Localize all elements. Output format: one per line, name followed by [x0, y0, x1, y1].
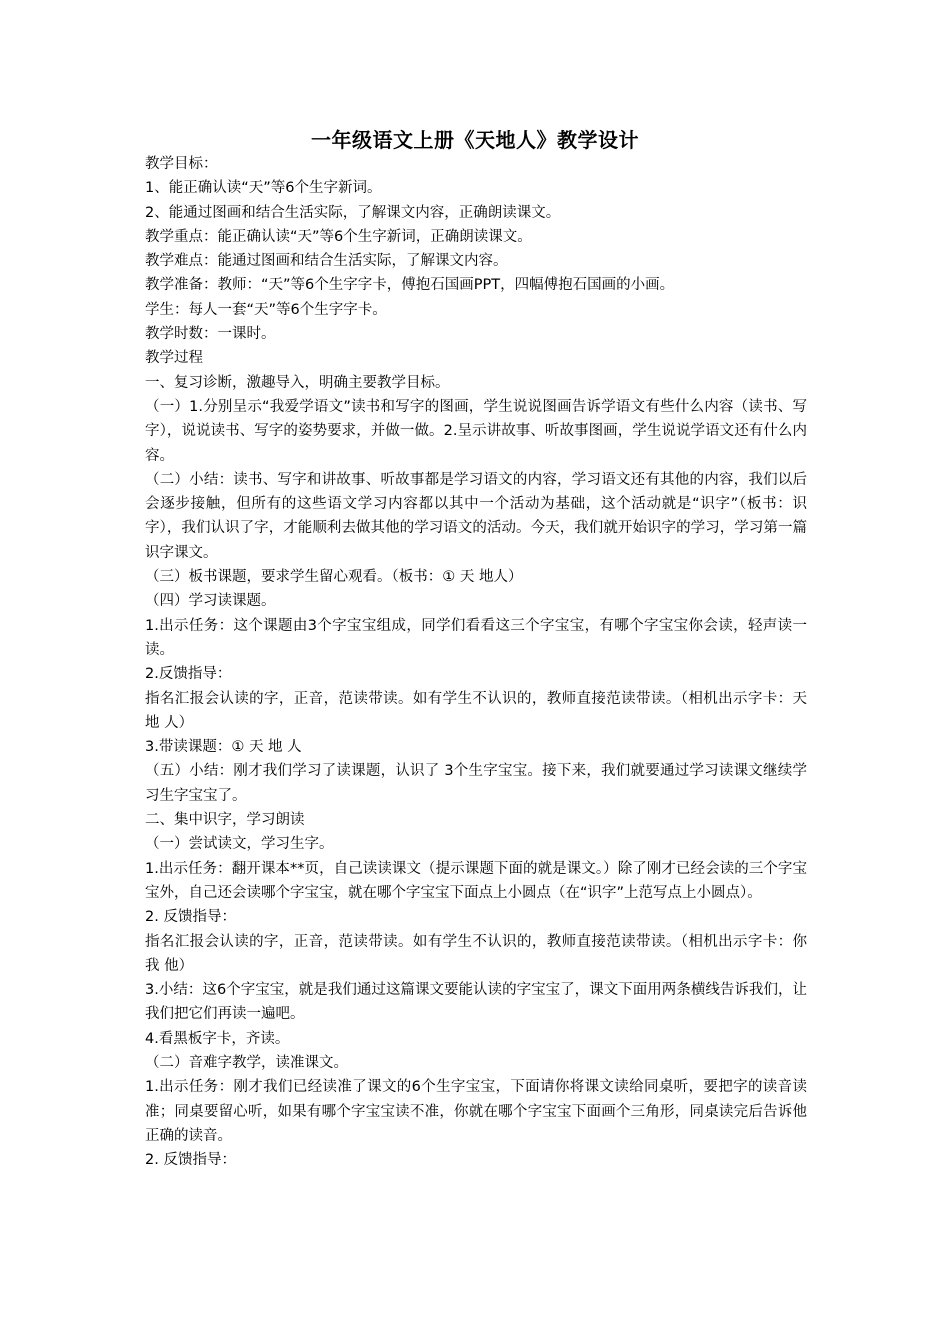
paragraph: 1.出示任务：翻开课本**页，自己读读课文（提示课题下面的就是课文。）除了刚才已经会读的三个字宝宝外，自己还会读哪个字宝宝，就在哪个字宝宝下面点上小圆点（在“识字”上范写点上小圆点）。 [145, 860, 807, 901]
paragraph: （三）板书课题，要求学生留心观看。（板书：① 天 地人） [145, 569, 523, 586]
document-title: 一年级语文上册《天地人》教学设计 [311, 128, 639, 152]
paragraph: 2、能通过图画和结合生活实际，了解课文内容，正确朗读课文。 [145, 204, 561, 221]
paragraph: 3.小结：这6个字宝宝，就是我们通过这篇课文要能认读的字宝宝了，课文下面用两条横线告诉我们，让我们把它们再读一遍吧。 [145, 982, 807, 1023]
paragraph: （二）音难字教学，读准课文。 [145, 1054, 348, 1071]
paragraph: 教学目标： [145, 156, 218, 172]
paragraph: （一）1.分别呈示“我爱学语文”读书和写字的图画，学生说说图画告诉学语文有些什么内容（读书、写字），说说读书、写字的姿势要求，并做一做。2.呈示讲故事、听故事图画，学生说说学语文还有什么内容。 [145, 398, 807, 464]
paragraph: 2. 反馈指导： [145, 1152, 236, 1169]
document-body [145, 152, 807, 1172]
paragraph: 教学难点：能通过图画和结合生活实际，了解课文内容。 [145, 253, 508, 270]
paragraph: 指名汇报会认读的字，正音，范读带读。如有学生不认识的，教师直接范读带读。（相机出示字卡：天 地 人） [145, 690, 807, 731]
paragraph: （四）学习读课题。 [145, 593, 276, 610]
paragraph: 学生：每人一套“天”等6个生字字卡。 [145, 301, 387, 318]
paragraph: 1、能正确认读“天”等6个生字新词。 [145, 180, 382, 197]
paragraph: 教学重点：能正确认读“天”等6个生字新词，正确朗读课文。 [145, 228, 532, 245]
paragraph: 3.带读课题：① 天 地 人 [145, 739, 302, 756]
paragraph: 二、集中识字，学习朗读 [145, 812, 305, 829]
paragraph: 教学过程 [145, 350, 203, 367]
paragraph: 指名汇报会认读的字，正音，范读带读。如有学生不认识的，教师直接范读带读。（相机出示字卡：你 我 他） [145, 933, 807, 974]
paragraph: （二）小结：读书、写字和讲故事、听故事都是学习语文的内容，学习语文还有其他的内容，我们以后会逐步接触，但所有的这些语文学习内容都以其中一个活动为基础，这个活动就是“识字”（板书：识字），我们认识了字，才能顺利去做其他的学习语文的活动。今天，我们就开始识字的学习，学习第一篇识字课文。 [145, 471, 807, 561]
paragraph: 4.看黑板字卡，齐读。 [145, 1030, 290, 1047]
paragraph: 教学准备：教师：“天”等6个生字字卡，傅抱石国画PPT，四幅傅抱石国画的小画。 [145, 277, 675, 294]
paragraph: （五）小结：刚才我们学习了读课题，认识了 3个生字宝宝。接下来，我们就要通过学习读课文继续学习生字宝宝了。 [145, 763, 807, 804]
paragraph: （一）尝试读文，学习生字。 [145, 836, 334, 853]
paragraph: 1.出示任务：这个课题由3个字宝宝组成，同学们看看这三个字宝宝，有哪个字宝宝你会读，轻声读一读。 [145, 617, 807, 658]
paragraph: 一、复习诊断，激趣导入，明确主要教学目标。 [145, 374, 450, 391]
paragraph: 2.反馈指导： [145, 666, 232, 683]
paragraph: 1.出示任务：刚才我们已经读准了课文的6个生字宝宝，下面请你将课文读给同桌听，要把字的读音读准；同桌要留心听，如果有哪个字宝宝读不准，你就在哪个字宝宝下面画个三角形，同桌读完后告诉他正确的读音。 [145, 1079, 807, 1144]
paragraph: 教学时数：一课时。 [145, 326, 276, 343]
paragraph: 2. 反馈指导： [145, 909, 236, 926]
